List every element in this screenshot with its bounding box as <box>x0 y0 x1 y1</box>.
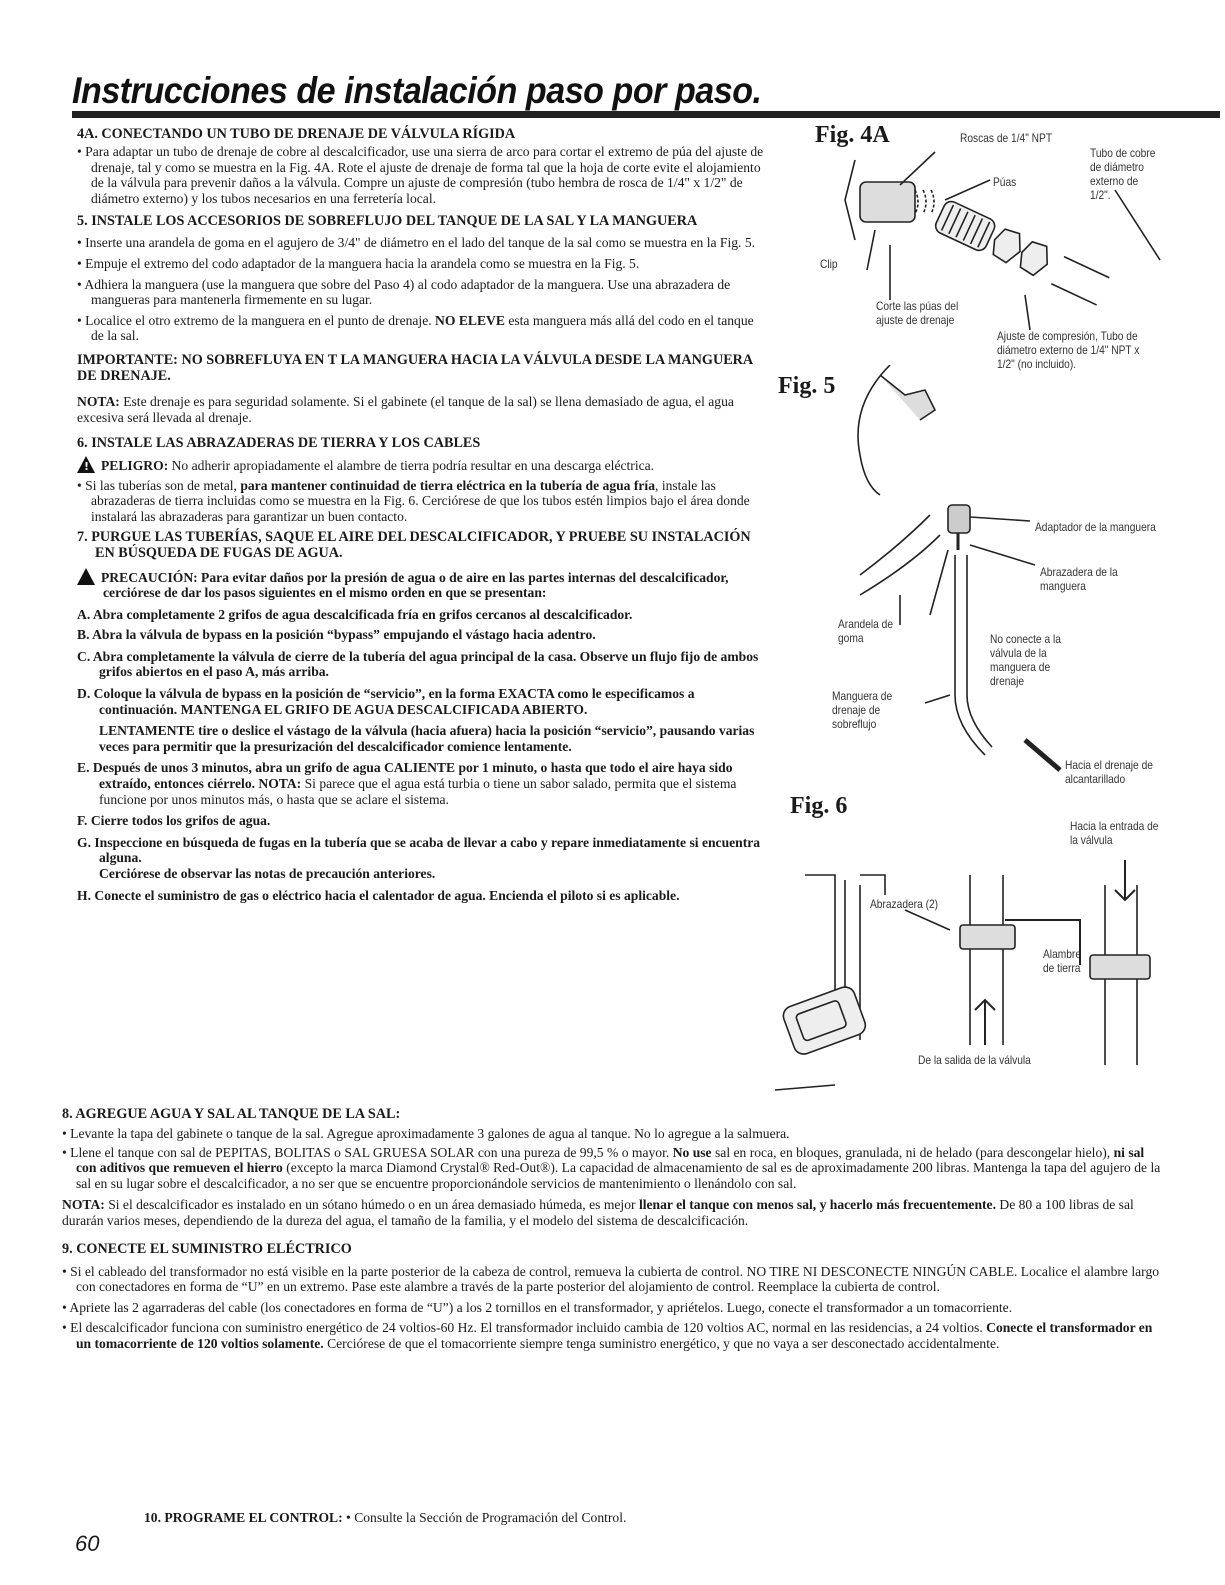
section-7-heading: 7. PURGUE LAS TUBERÍAS, SAQUE EL AIRE DEL DESCALCIFICADOR, Y PRUEBE SU INSTALACIÓN EN BÚSQUEDA DE FUGAS DE AGUA. <box>77 528 751 561</box>
ground-wire <box>1005 920 1080 965</box>
bottom-sections <box>62 1106 1162 1352</box>
tank-edge <box>858 365 890 495</box>
fig-6-label: Fig. 6 <box>790 793 848 819</box>
fig-4a-compression-label: Ajuste de compresión, Tubo de diámetro externo de 1/4" NPT x 1/2" (no incluido). <box>997 330 1140 371</box>
section-10 <box>144 1510 1044 1526</box>
fig-5-grommet-label: Arandela de goma <box>838 618 894 645</box>
left-column <box>77 126 767 903</box>
section-5-bullet-3: • Adhiera la manguera (use la manguera que sobre del Paso 4) al codo adaptador de la manguera. Use una abrazadera de mangueras para mantenerla firmemente en su lugar. <box>77 276 731 308</box>
fig-6-inlet-label: Hacia la entrada de la válvula <box>1070 820 1159 847</box>
fig-4a-copper-label: Tubo de cobre de diámetro externo de 1/2". <box>1090 147 1156 202</box>
section-5-bullet-2: • Empuje el extremo del codo adaptador de la manguera hacia la arandela como se muestra en la Fig. 5. <box>77 255 640 271</box>
pipe-left <box>970 875 1003 1045</box>
fig-5-drawing <box>830 365 1200 785</box>
section-6-heading: 6. INSTALE LAS ABRAZADERAS DE TIERRA Y LOS CABLES <box>77 435 481 452</box>
drain-arrow <box>1025 740 1060 770</box>
clamp-arrow <box>905 910 950 930</box>
fig-6-drawing <box>775 855 1195 1095</box>
title-rule <box>72 111 1220 118</box>
step-c: C. Abra completamente la válvula de cierre de la tubería del agua principal de la casa. Observe un flujo fijo de ambos grifos abiertos en el paso A, más arriba. <box>77 648 759 680</box>
step-d: D. Coloque la válvula de bypass en la posición de “servicio”, en la forma EXACTA como le especificamos a continuación. MANTENGA EL GRIFO DE AGUA DESCALCIFICADA ABIERTO. <box>77 686 695 717</box>
section-4a-heading: 4A. CONECTANDO UN TUBO DE DRENAJE DE VÁLVULA RÍGIDA <box>77 126 516 142</box>
section-4a-bullet: • Para adaptar un tubo de drenaje de cobre al descalcificador, use una sierra de arco para cortar el extremo de púa del ajuste de drenaje, tal y como se muestra en la Fig. 4A. Rote el ajuste de drenaje de forma tal que la hoja de corte evite el alojamiento de la válvula para prevenir daños a la válvula. Compre un ajuste de compresión (tubo hembra de rosca de 1/4" x 1/2" de diámetro externo) y los tubos necesarios en una ferretería local. <box>77 144 764 206</box>
fig-4a-barbs-label: Púas <box>993 176 1017 189</box>
clamp-arrow <box>970 545 1035 565</box>
overflow-arrow <box>925 695 950 703</box>
step-f: F. Cierre todos los grifos de agua. <box>77 813 271 829</box>
fig-5-todrain-label: Hacia el drenaje de alcantarillado <box>1065 759 1153 786</box>
floor-line <box>775 1085 835 1090</box>
section-5-bullet-1: • Inserte una arandela de goma en el agujero de 3/4" de diámetro en el lado del tanque de la sal como se muestra en la Fig. 5. <box>77 235 756 251</box>
overflow-hose <box>955 555 992 755</box>
threads-arrow <box>900 152 935 185</box>
step-a: A. Abra completamente 2 grifos de agua descalcificada fría en grifos cercanos al descalcificador. <box>77 606 633 622</box>
fig-6-wire-label: Alambre de tierra <box>1043 948 1081 975</box>
valve-housing-outline <box>845 160 855 240</box>
fig-5-label: Fig. 5 <box>778 373 836 399</box>
section-9-bullet-1: • Si el cableado del transformador no está visible en la parte posterior de la cabeza de control, remueva la cubierta de control. NO TIRE NI DESCONECTE NINGÚN CABLE. Localice el alambre largo con conectadores en forma de “U” en un extremo. Pase este alambre a través de la parte posterior del alojamiento de control. Reemplace la cubierta de control. <box>62 1263 1160 1295</box>
fig-4a-clip-label: Clip <box>820 258 838 271</box>
section-8-bullet-2: • Llene el tanque con sal de PEPITAS, BOLITAS o SAL GRUESA SOLAR con una pureza de 99,5 % o mayor. No use sal en roca, en bloques, granulada, ni de helado (para descongelar hielo), ni sal con aditivos que remueven el hierro (excepto la marca Diamond Crystal® Red-Out®). La capacidad de almacenamiento de sal es de aproximadamente 200 libras. Mantenga la tapa del agujero de la sal en su lugar sobre el descalcificador, a no ser que se encuentre proporcionándole servicios de mantenimiento o llenándolo con sal. <box>62 1144 1161 1191</box>
fig-4a-cut-label: Corte las púas del ajuste de drenaje <box>876 300 959 327</box>
step-e: E. Después de unos 3 minutos, abra un grifo de agua CALIENTE por 1 minuto, o hasta que todo el aire haya sido extraído, entonces ciérrelo. NOTA: Si parece que el agua está turbia o tiene un sabor salado, permita que el sistema funcione por unos minutos más, o hasta que se aclare el sistema. <box>77 760 737 807</box>
section-8-heading: 8. AGREGUE AGUA Y SAL AL TANQUE DE LA SAL: <box>62 1106 401 1122</box>
section-9-heading: 9. CONECTE EL SUMINISTRO ELÉCTRICO <box>62 1240 352 1257</box>
section-7-caution: !PRECAUCIÓN: Para evitar daños por la presión de agua o de aire en las partes internas del descalcificador, cerciórese de dar los pasos siguientes en el mismo orden en que se presentan: <box>77 568 767 601</box>
valve-body <box>880 375 935 420</box>
step-h: H. Conecte el suministro de gas o eléctrico hacia el calentador de agua. Encienda el piloto si es aplicable. <box>77 887 680 903</box>
step-d-detail: LENTAMENTE tire o deslice el vástago de la válvula (hacia afuera) hacia la posición “servicio”, pausando varias veces para permitir que la presurización del descalcificador comience lentamente. <box>99 723 755 754</box>
section-5-note: NOTA: Este drenaje es para seguridad solamente. Si el gabinete (el tanque de la sal) se llena demasiado de agua, el agua excesiva será llevada al drenaje. <box>77 393 734 425</box>
drain-fitting <box>860 182 915 222</box>
outlet-arrow <box>975 1000 995 1045</box>
compression-arrow <box>1025 295 1030 330</box>
warning-icon <box>77 456 95 473</box>
copper-arrow <box>1115 190 1160 260</box>
compression-fitting <box>933 199 1111 306</box>
fig-5-adapter-label: Adaptador de la manguera <box>1035 521 1156 534</box>
tank-wall <box>860 515 940 595</box>
step-g-note: Cerciórese de observar las notas de precaución anteriores. <box>99 866 436 881</box>
grommet-arrow <box>930 550 948 615</box>
section-6-bullet: • Si las tuberías son de metal, para mantener continuidad de tierra eléctrica en la tubería de agua fría, instale las abrazaderas de tierra incluidas como se muestra en la Fig. 6. Cerciórese de que los tubos estén limpios bajo el área donde instalará las abrazaderas para garantizar un buen contacto. <box>77 477 750 524</box>
section-8-bullet-1: • Levante la tapa del gabinete o tanque de la sal. Agregue aproximadamente 3 galones de agua al tanque. No lo agregue a la salmuera. <box>62 1126 790 1141</box>
fig-5-overflow-label: Manguera de drenaje de sobreflujo <box>832 690 893 731</box>
section-9-bullet-3: • El descalcificador funciona con suministro energético de 24 voltios-60 Hz. El transformador incluido cambia de 120 voltios AC, normal en las residencias, a 24 voltios. Conecte el transformador en un tomacorriente de 120 voltios solamente. Cerciórese de que el tomacorriente siempre tenga suministro energético, y que no vaya a ser desconectado accidentalmente. <box>62 1320 1153 1351</box>
hose-adapter <box>948 505 970 533</box>
warning-icon <box>77 568 95 585</box>
clamp-left <box>960 925 1015 949</box>
section-9-bullet-2: • Apriete las 2 agarraderas del cable (los conectadores en forma de “U”) a los 2 tornillos en el transformador, y apriételos. Luego, conecte el transformador a un tomacorriente. <box>62 1299 1013 1315</box>
section-8-note: NOTA: Si el descalcificador es instalado en un sótano húmedo o en un área demasiado húmeda, es mejor llenar el tanque con menos sal, y hacerlo más frecuentemente. De 80 a 100 libras de sal durarán varios meses, dependiendo de la dureza del agua, el tamaño de la familia, y el modelo del sistema de descalcificación. <box>62 1197 1134 1228</box>
barbs-arrow <box>945 180 990 200</box>
section-5-bullet-4: • Localice el otro extremo de la manguera en el punto de drenaje. NO ELEVE esta manguera más allá del codo en el tanque de la sal. <box>77 312 754 344</box>
step-g: G. Inspeccione en búsqueda de fugas en la tubería que se acaba de llevar a cabo y repare inmediatamente si encuentra alguna. <box>77 834 761 866</box>
fig-4a-drawing <box>815 140 1185 350</box>
fig-6-clamps-label: Abrazadera (2) <box>870 898 939 911</box>
section-6-danger: !PELIGRO: No adherir apropiadamente el alambre de tierra podría resultar en una descarga eléctrica. <box>77 456 767 474</box>
page-number: 60 <box>75 1531 100 1556</box>
page-title: Instrucciones de instalación paso por paso. <box>72 70 762 111</box>
step-b: B. Abra la válvula de bypass en la posición “bypass” empujando el vástago hacia adentro. <box>77 627 596 643</box>
fig-5-clamp-label: Abrazadera de la manguera <box>1040 566 1118 593</box>
clip-arrow <box>867 230 875 270</box>
fig-4a-threads-label: Roscas de 1/4" NPT <box>960 132 1053 145</box>
fig-5-noconnect-label: No conecte a la válvula de la manguera de drenaje <box>990 633 1061 688</box>
inlet-arrow <box>1115 860 1135 900</box>
salt-tank-device <box>781 984 869 1057</box>
fig-4a-label: Fig. 4A <box>815 122 890 148</box>
section-10-text: • Consulte la Sección de Programación del Control. <box>342 1510 627 1525</box>
section-5-heading: 5. INSTALE LOS ACCESORIOS DE SOBREFLUJO DEL TANQUE DE LA SAL Y LA MANGUERA <box>77 213 698 230</box>
section-5-important: IMPORTANTE: NO SOBREFLUYA EN T LA MANGUERA HACIA LA VÁLVULA DESDE LA MANGUERA DE DRENAJE. <box>77 351 753 384</box>
adapter-arrow <box>970 517 1030 521</box>
section-10-heading: 10. PROGRAME EL CONTROL: <box>144 1510 343 1525</box>
fig-6-outlet-label: De la salida de la válvula <box>918 1054 1031 1067</box>
clamp-right <box>1090 955 1150 979</box>
barbs-dashed <box>915 190 934 214</box>
